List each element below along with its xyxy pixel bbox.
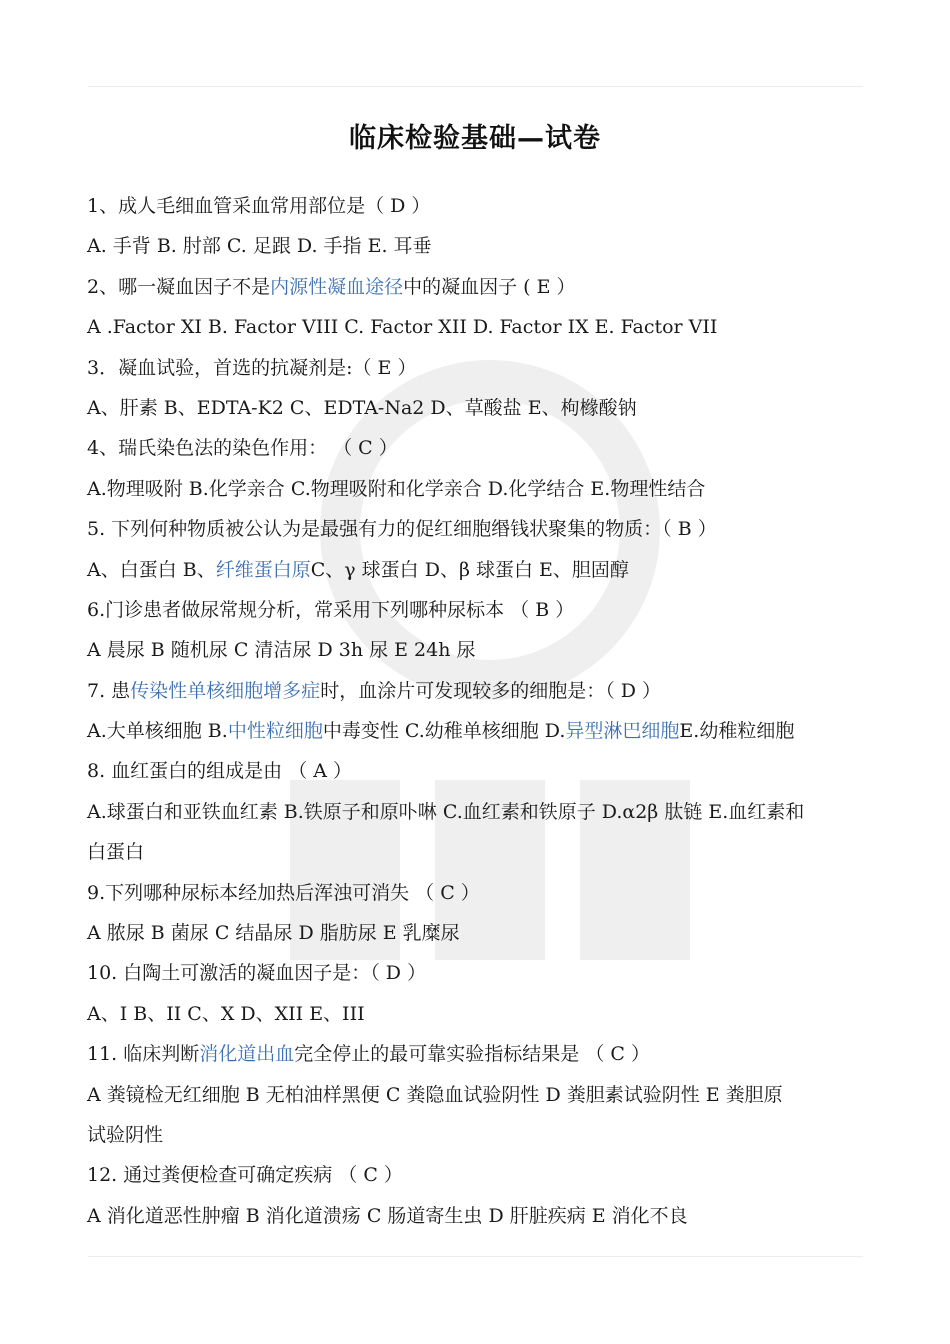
question-list xyxy=(87,186,867,1236)
answer-options-10: A、I B、II C、X D、XII E、III xyxy=(87,1002,365,1025)
bottom-divider xyxy=(88,1256,863,1257)
question-6: 6.门诊患者做尿常规分析，常采用下列哪种尿标本 （ B ） xyxy=(87,598,575,621)
question-7-text-start: 7. 患 xyxy=(87,679,131,702)
term-link-mononucleosis[interactable]: 传染性单核细胞增多症 xyxy=(130,679,321,702)
answer-options-3: A、肝素 B、EDTA-K2 C、EDTA-Na2 D、草酸盐 E、枸橼酸钠 xyxy=(87,396,637,419)
answer-7-part-3: E.幼稚粒细胞 xyxy=(679,720,795,743)
question-2-text-end: 中的凝血因子 ( E ） xyxy=(403,275,576,298)
top-divider xyxy=(88,86,863,87)
page-title: 临床检验基础—试卷 xyxy=(349,123,601,154)
question-10: 10. 白陶土可激活的凝血因子是：（ D ） xyxy=(87,962,427,985)
answer-options-11-line-2: 试验阴性 xyxy=(87,1123,164,1146)
answer-options-1: A. 手背 B. 肘部 C. 足跟 D. 手指 E. 耳垂 xyxy=(87,235,432,258)
term-link-gi-bleeding[interactable]: 消化道出血 xyxy=(199,1043,295,1066)
answer-7-part-2: 中毒变性 C.幼稚单核细胞 D. xyxy=(322,720,566,743)
answer-7-part-1: A.大单核细胞 B. xyxy=(87,720,228,743)
question-9: 9.下列哪种尿标本经加热后浑浊可消失 （ C ） xyxy=(87,881,480,904)
answer-5-text-end: C、γ 球蛋白 D、β 球蛋白 E、胆固醇 xyxy=(310,558,629,581)
question-7 xyxy=(87,671,867,711)
answer-options-5 xyxy=(87,550,867,590)
answer-options-2: A .Factor XI B. Factor VIII C. Factor XII D. Factor IX E. Factor VII xyxy=(87,316,718,339)
question-1: 1、成人毛细血管采血常用部位是（ D ） xyxy=(87,195,431,217)
question-12: 12. 通过粪便检查可确定疾病 （ C ） xyxy=(87,1164,403,1187)
answer-5-text-start: A、白蛋白 B、 xyxy=(87,558,216,581)
question-2 xyxy=(87,267,867,307)
question-11 xyxy=(87,1034,867,1074)
question-11-text-end: 完全停止的最可靠实验指标结果是 （ C ） xyxy=(294,1043,650,1066)
question-4: 4、瑞氏染色法的染色作用： （ C ） xyxy=(87,437,398,460)
question-8: 8. 血红蛋白的组成是由 （ A ） xyxy=(87,760,353,783)
question-2-text-start: 2、哪一凝血因子不是 xyxy=(87,275,271,298)
term-link-intrinsic-pathway[interactable]: 内源性凝血途径 xyxy=(270,275,404,298)
answer-options-12: A 消化道恶性肿瘤 B 消化道溃疡 C 肠道寄生虫 D 肝脏疾病 E 消化不良 xyxy=(87,1204,688,1227)
question-3: 3．凝血试验，首选的抗凝剂是:（ E ） xyxy=(87,356,417,379)
question-7-text-end: 时，血涂片可发现较多的细胞是：（ D ） xyxy=(320,679,662,702)
answer-options-11-line-1: A 粪镜检无红细胞 B 无柏油样黑便 C 粪隐血试验阴性 D 粪胆素试验阴性 E 粪胆原 xyxy=(87,1083,783,1106)
term-link-fibrinogen[interactable]: 纤维蛋白原 xyxy=(215,558,311,581)
answer-options-9: A 脓尿 B 菌尿 C 结晶尿 D 脂肪尿 E 乳糜尿 xyxy=(87,922,460,945)
question-5: 5. 下列何种物质被公认为是最强有力的促红细胞缗钱状聚集的物质：（ B ） xyxy=(87,518,717,541)
answer-options-4: A.物理吸附 B.化学亲合 C.物理吸附和化学亲合 D.化学结合 E.物理性结合 xyxy=(87,477,706,500)
term-link-neutrophil[interactable]: 中性粒细胞 xyxy=(227,720,323,743)
term-link-atypical-lymphocyte[interactable]: 异型淋巴细胞 xyxy=(565,720,680,743)
question-11-text-start: 11. 临床判断 xyxy=(87,1043,200,1066)
answer-options-7 xyxy=(87,711,867,751)
answer-options-8-line-1: A.球蛋白和亚铁血红素 B.铁原子和原卟啉 C.血红素和铁原子 D.α2β 肽链 E.血红素和 xyxy=(87,800,805,823)
answer-options-6: A 晨尿 B 随机尿 C 清洁尿 D 3h 尿 E 24h 尿 xyxy=(87,639,476,662)
answer-options-8-line-2: 白蛋白 xyxy=(87,841,145,864)
